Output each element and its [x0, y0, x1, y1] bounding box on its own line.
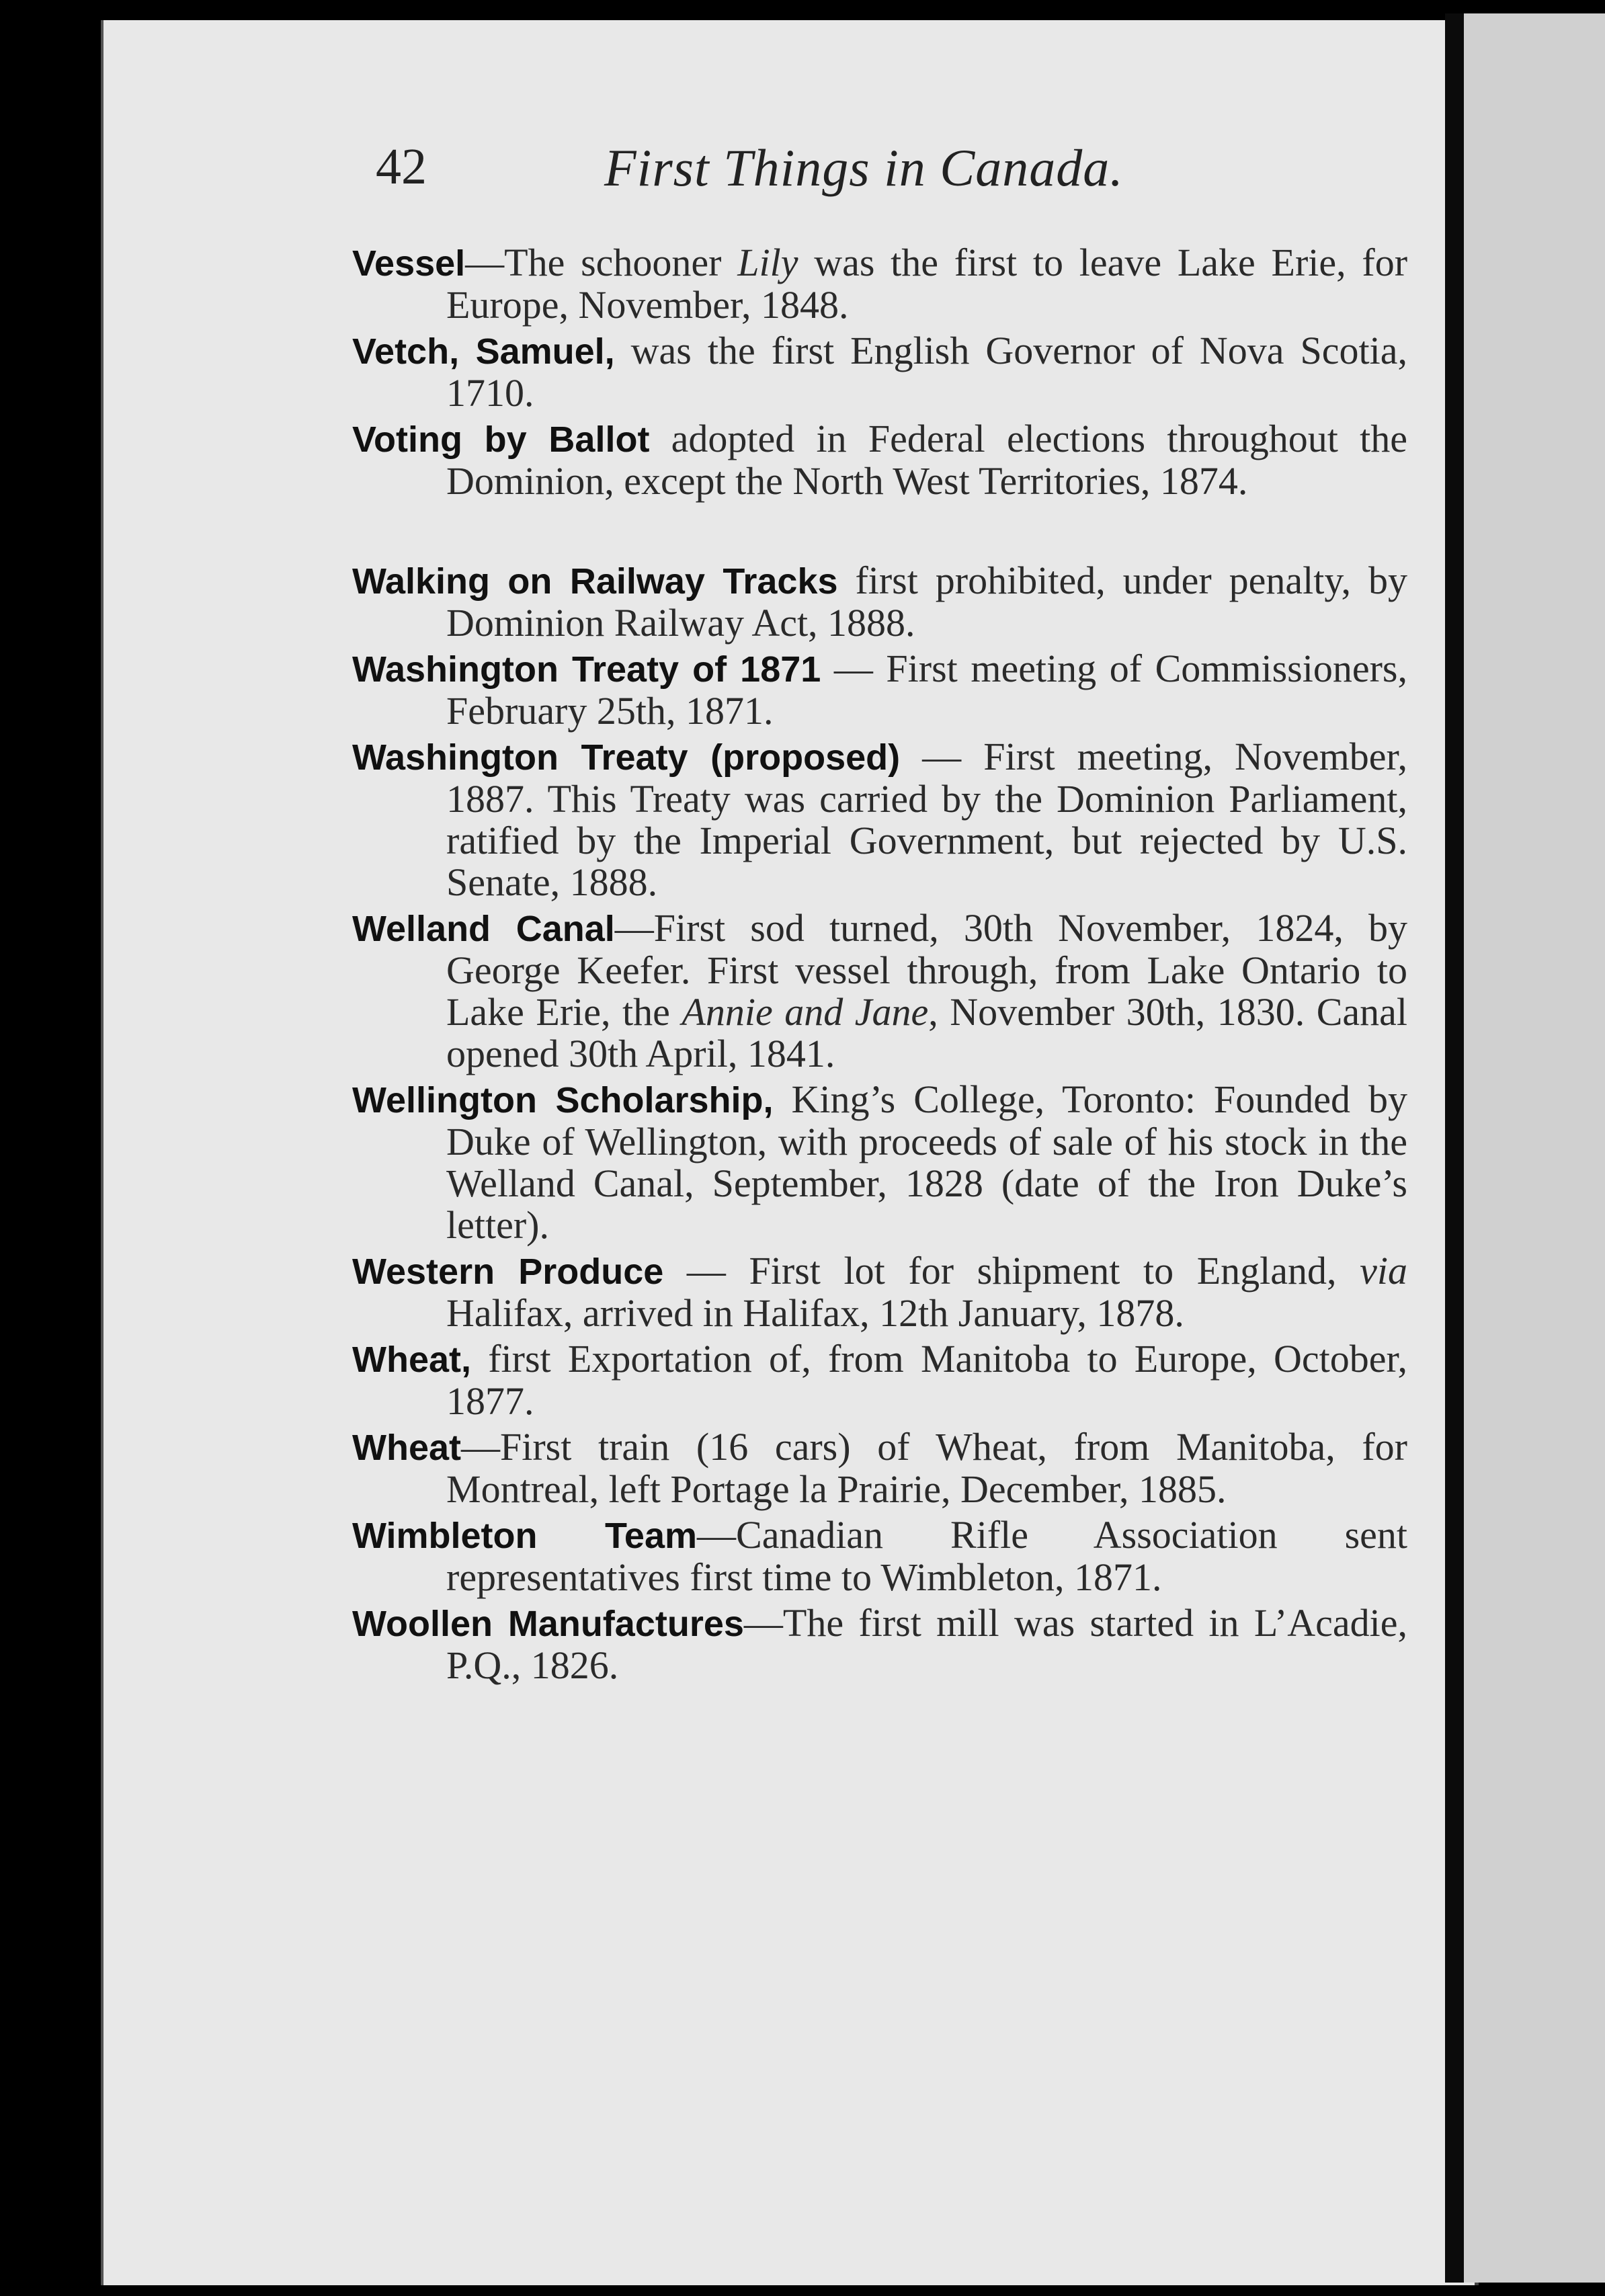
entry-text: —First sod turned, 30th November, 1824, by George Keefer. First vessel through, from Lake Ontario to Lake Erie, the: [446, 906, 1407, 1034]
entry-headword: Voting by Ballot: [352, 419, 650, 460]
entry-text: first Exportation of, from Manitoba to Europe, October, 1877.: [446, 1337, 1407, 1423]
entry-text: —Canadian Rifle Association sent representatives first time to Wimbleton, 1871.: [446, 1513, 1407, 1599]
entry-italic-text: Annie and Jane: [682, 990, 929, 1034]
entry-text: —The schooner: [465, 241, 738, 284]
entry-italic-text: via: [1360, 1249, 1407, 1293]
entry-headword: Western Produce: [352, 1252, 664, 1292]
entry-wellington-scholarship: [352, 1079, 1407, 1246]
entry-wimbleton-team: [352, 1514, 1407, 1598]
entry-welland-canal: [352, 907, 1407, 1075]
entry-text: — First meeting of Commissioners, February 25th, 1871.: [446, 647, 1407, 733]
entry-headword: Vessel: [352, 243, 466, 284]
entry-headword: Washington Treaty (proposed): [352, 737, 901, 778]
entry-text: , November 30th, 1830. Canal opened 30th April, 1841.: [446, 990, 1407, 1075]
entry-text: — First meeting, November, 1887. This Treaty was carried by the Dominion Parliament, ratified by the Imperial Government, but rejected by U.S. Senate, 1888.: [446, 735, 1407, 904]
entry-wheat-exportation: [352, 1338, 1407, 1422]
entry-italic-text: Lily: [737, 241, 798, 284]
entry-vetch-samuel: [352, 330, 1407, 414]
page-header: [376, 138, 1518, 212]
entry-text: was the first English Governor of Nova Scotia, 1710.: [446, 329, 1408, 415]
entry-washington-treaty-1871: [352, 648, 1407, 732]
entry-headword: Vetch, Samuel,: [352, 331, 615, 372]
entry-voting-by-ballot: [352, 418, 1407, 502]
running-title: First Things in Canada.: [604, 138, 1124, 197]
entry-headword: Wellington Scholarship,: [352, 1080, 774, 1120]
entry-text: was the first to leave Lake Erie, for Europe, November, 1848.: [446, 241, 1408, 327]
book-spine-gutter: [1445, 13, 1464, 2283]
entry-headword: Washington Treaty of 1871: [352, 649, 821, 690]
entry-text: —First train (16 cars) of Wheat, from Manitoba, for Montreal, left Portage la Prairie, December, 1885.: [446, 1425, 1407, 1511]
entry-text: adopted in Federal elections throughout the Dominion, except the North West Territories, 1874.: [446, 417, 1407, 503]
entry-wheat-train: [352, 1426, 1407, 1510]
entry-headword: Woollen Manufactures: [352, 1604, 744, 1644]
entry-headword: Wimbleton Team: [352, 1516, 698, 1556]
entry-text: King’s College, Toronto: Founded by Duke of Wellington, with proceeds of sale of his stock in the Welland Canal, September, 1828 (date of the Iron Duke’s letter).: [446, 1077, 1407, 1247]
entry-text: — First lot for shipment to England,: [663, 1249, 1360, 1293]
book-page: [101, 20, 1479, 2285]
entry-walking-on-railway-tracks: [352, 560, 1407, 644]
entry-headword: Walking on Railway Tracks: [352, 561, 838, 602]
entry-washington-treaty-proposed: [352, 736, 1407, 903]
entry-text: first prohibited, under penalty, by Dominion Railway Act, 1888.: [446, 559, 1407, 645]
entry-list: [352, 242, 1407, 1690]
adjacent-page-edge: [1464, 13, 1605, 2283]
entry-text: Halifax, arrived in Halifax, 12th January, 1878.: [446, 1291, 1184, 1335]
entry-headword: Wheat: [352, 1428, 461, 1468]
page-number: 42: [376, 138, 427, 195]
entry-western-produce: [352, 1250, 1407, 1334]
entry-text: —The first mill was started in L’Acadie, P.Q., 1826.: [446, 1601, 1407, 1687]
entry-headword: Wheat,: [352, 1340, 472, 1380]
entry-headword: Welland Canal: [352, 909, 615, 949]
entry-vessel: [352, 242, 1407, 326]
entry-woollen-manufactures: [352, 1602, 1407, 1686]
